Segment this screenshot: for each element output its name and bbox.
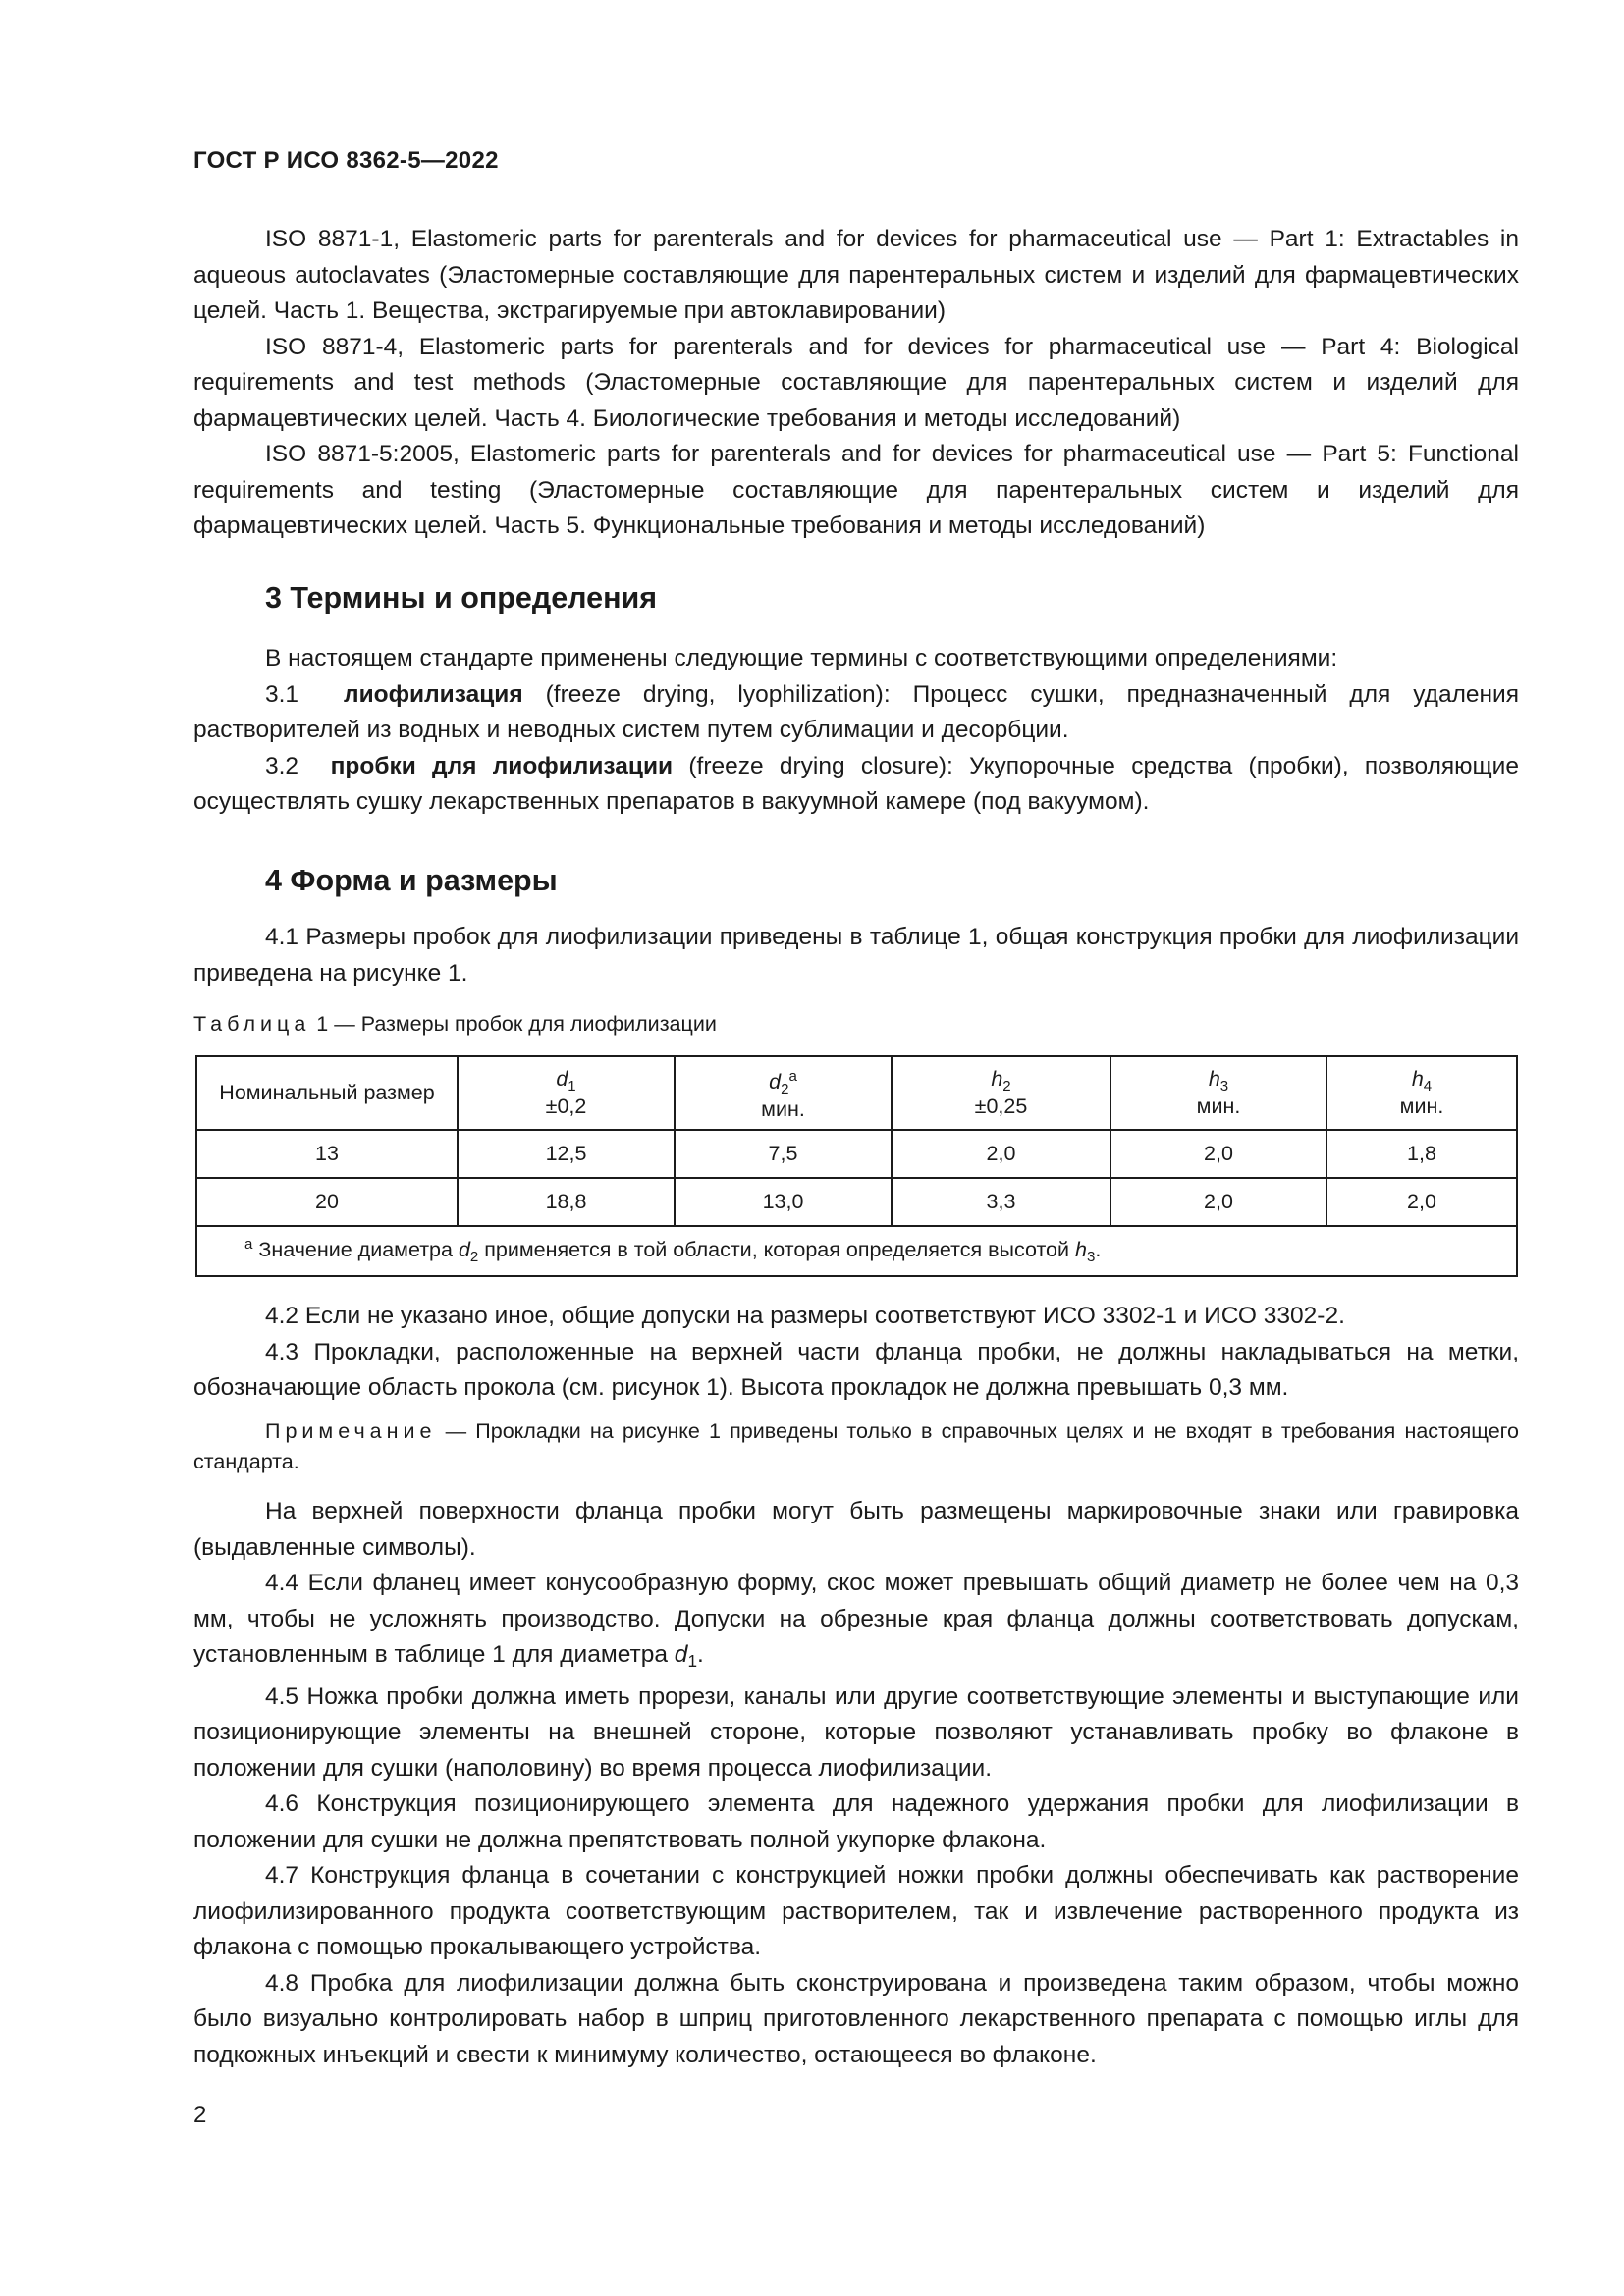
- footnote-subscript: 2: [469, 1249, 479, 1266]
- paragraph-4-6: 4.6 Конструкция позиционирующего элемента для надежного удержания пробки для лиофилизации в положении для сушки не должна препятствовать полной укупорке флакона.: [193, 1790, 1519, 1853]
- paragraph-marking: На верхней поверхности фланца пробки могут быть размещены маркировочные знаки или гравировка (выдавленные символы).: [193, 1498, 1519, 1561]
- table-cell: 7,5: [675, 1130, 892, 1178]
- footnote-text: Значение диаметра: [252, 1238, 459, 1262]
- table-cell: 2,0: [1110, 1130, 1326, 1178]
- reference-iso-8871-1: ISO 8871-1, Elastomeric parts for parenterals and for devices for pharmaceutical use — Part 1: Extractables in aqueous autoclavates (Эластомерные составляющие для парентеральных систем и изделий для фармацевтических целей. Часть 1. Вещества, экстрагируемые при автоклавировании): [193, 226, 1519, 324]
- header-subscript: 2: [781, 1081, 789, 1098]
- table-row: [196, 1130, 1517, 1178]
- table-cell: 2,0: [892, 1130, 1110, 1178]
- header-symbol: d: [556, 1067, 568, 1091]
- header-footnote-mark: а: [788, 1067, 797, 1085]
- references-block: [193, 222, 1519, 545]
- header-subscript: 3: [1219, 1078, 1229, 1095]
- header-symbol: h: [1208, 1067, 1220, 1091]
- term-3-2: [193, 749, 1519, 821]
- note: [193, 1416, 1519, 1477]
- paragraph-symbol: d: [674, 1641, 688, 1668]
- header-symbol: h: [1411, 1067, 1424, 1091]
- table-cell: 18,8: [458, 1178, 675, 1226]
- header-subscript: 4: [1423, 1078, 1433, 1095]
- section-4-body-a: [193, 1299, 1519, 1407]
- table-cell: 13,0: [675, 1178, 892, 1226]
- paragraph-4-5: 4.5 Ножка пробки должна иметь прорези, каналы или другие соответствующие элементы и выступающие или позиционирующие элементы на внешней стороне, которые позволяют устанавливать пробку во флаконе в положении для сушки (наполовину) во время процесса лиофилизации.: [193, 1682, 1519, 1782]
- footnote-symbol: d: [458, 1238, 470, 1262]
- footnote-mark: а: [244, 1236, 253, 1254]
- section-3-intro: В настоящем стандарте применены следующие термины с соответствующими определениями:: [265, 645, 1338, 671]
- section-4-title: 4 Форма и размеры: [265, 864, 558, 897]
- section-3-title: 3 Термины и определения: [265, 581, 658, 614]
- paragraph-subscript: 1: [687, 1651, 697, 1671]
- table-row: [196, 1178, 1517, 1226]
- header-subscript: 2: [1002, 1078, 1011, 1095]
- header-h3: [1110, 1056, 1326, 1130]
- paragraph-4-1: 4.1 Размеры пробок для лиофилизации приведены в таблице 1, общая конструкция пробки для лиофилизации приведена на рисунке 1.: [193, 924, 1519, 987]
- table-1: [195, 1055, 1518, 1277]
- note-label: Примечание: [265, 1419, 437, 1443]
- term-3-1: [193, 677, 1519, 749]
- section-4-body-b: [193, 1494, 1519, 2073]
- reference-iso-8871-5: ISO 8871-5:2005, Elastomeric parts for parenterals and for devices for pharmaceutical use — Part 5: Functional requirements and testing (Эластомерные составляющие для парентеральных систем и изделий для фармацевтических целей. Часть 5. Функциональные требования и методы исследований): [193, 441, 1519, 539]
- table-cell: 13: [196, 1130, 458, 1178]
- term-name: пробки для лиофилизации: [330, 752, 674, 779]
- header-subscript: 1: [568, 1078, 576, 1095]
- table-cell: 2,0: [1110, 1178, 1326, 1226]
- paragraph-4-2: 4.2 Если не указано иное, общие допуски на размеры соответствуют ИСО 3302-1 и ИСО 3302-2.: [265, 1303, 1345, 1329]
- document-header: ГОСТ Р ИСО 8362-5—2022: [193, 147, 499, 174]
- table-footnote: [196, 1226, 1517, 1276]
- header-h4: [1326, 1056, 1517, 1130]
- paragraph-4-4: [193, 1566, 1519, 1680]
- paragraph-text: 4.4 Если фланец имеет конусообразную форму, скос может превышать общий диаметр не более чем на 0,3 мм, чтобы не усложнять производство. Допуски на обрезные края фланца должны соответствовать допускам, установленным в таблице 1 для диаметра: [193, 1570, 1519, 1668]
- reference-iso-8871-4: ISO 8871-4, Elastomeric parts for parenterals and for devices for pharmaceutical use — Part 4: Biological requirements and test methods (Эластомерные составляющие для парентеральных систем и изделий для фармацевтических целей. Часть 4. Биологические требования и методы исследований): [193, 333, 1519, 432]
- table-cell: 3,3: [892, 1178, 1110, 1226]
- term-definition: (freeze drying, lyophilization): Процесс сушки, предназначенный для удаления растворителей из водных и неводных систем путем сублимации и десорбции.: [193, 680, 1519, 743]
- paragraph-4-3: 4.3 Прокладки, расположенные на верхней части фланца пробки, не должны накладываться на метки, обозначающие область прокола (см. рисунок 1). Высота прокладок не должна превышать 0,3 мм.: [193, 1338, 1519, 1401]
- term-number: 3.2: [265, 752, 299, 779]
- header-symbol: d: [769, 1070, 782, 1095]
- section-3: [193, 581, 1519, 821]
- paragraph-4-7: 4.7 Конструкция фланца в сочетании с конструкцией ножки пробки должны обеспечивать как растворение лиофилизированного продукта соответствующим растворителем, так и извлечение растворенного продукта из флакона с помощью прокалывающего устройства.: [193, 1862, 1519, 1960]
- header-tolerance: мин.: [1196, 1095, 1241, 1118]
- table-cell: 2,0: [1326, 1178, 1517, 1226]
- term-definition: (freeze drying closure): Укупорочные средства (пробки), позволяющие осуществлять сушку лекарственных препаратов в вакуумной камере (под вакуумом).: [193, 752, 1519, 815]
- header-tolerance: ±0,2: [545, 1095, 587, 1118]
- term-number: 3.1: [265, 680, 299, 708]
- term-name: лиофилизация: [344, 680, 523, 708]
- header-tolerance: мин.: [1399, 1095, 1444, 1118]
- header-tolerance: ±0,25: [974, 1095, 1028, 1118]
- header-d1: [458, 1056, 675, 1130]
- table-cell: 12,5: [458, 1130, 675, 1178]
- footnote-text: применяется в той области, которая определяется высотой: [478, 1238, 1075, 1262]
- footnote-symbol: h: [1075, 1238, 1087, 1262]
- footnote-text: .: [1095, 1238, 1102, 1262]
- paragraph-text: .: [696, 1641, 704, 1668]
- table-footnote-row: [196, 1226, 1517, 1276]
- page-number: 2: [193, 2102, 207, 2128]
- table-header-row: [196, 1056, 1517, 1130]
- table-cell: 1,8: [1326, 1130, 1517, 1178]
- header-h2: [892, 1056, 1110, 1130]
- table-caption: [193, 1012, 717, 1037]
- paragraph-4-8: 4.8 Пробка для лиофилизации должна быть сконструирована и произведена таким образом, чтобы можно было визуально контролировать набор в шприц приготовленного лекарственного препарата с помощью иглы для подкожных инъекций и свести к минимуму количество, остающееся во флаконе.: [193, 1969, 1519, 2068]
- header-nominal-size: Номинальный размер: [196, 1056, 458, 1130]
- table-caption-text: 1 — Размеры пробок для лиофилизации: [310, 1012, 717, 1036]
- header-symbol: h: [991, 1067, 1003, 1091]
- footnote-subscript: 3: [1086, 1249, 1096, 1266]
- header-tolerance: мин.: [761, 1097, 805, 1122]
- section-4: [193, 864, 1519, 991]
- table-cell: 20: [196, 1178, 458, 1226]
- header-d2: [675, 1056, 892, 1130]
- note-text: — Прокладки на рисунке 1 приведены только в справочных целях и не входят в требования настоящего стандарта.: [193, 1419, 1519, 1473]
- table-caption-label: Таблица: [193, 1012, 311, 1036]
